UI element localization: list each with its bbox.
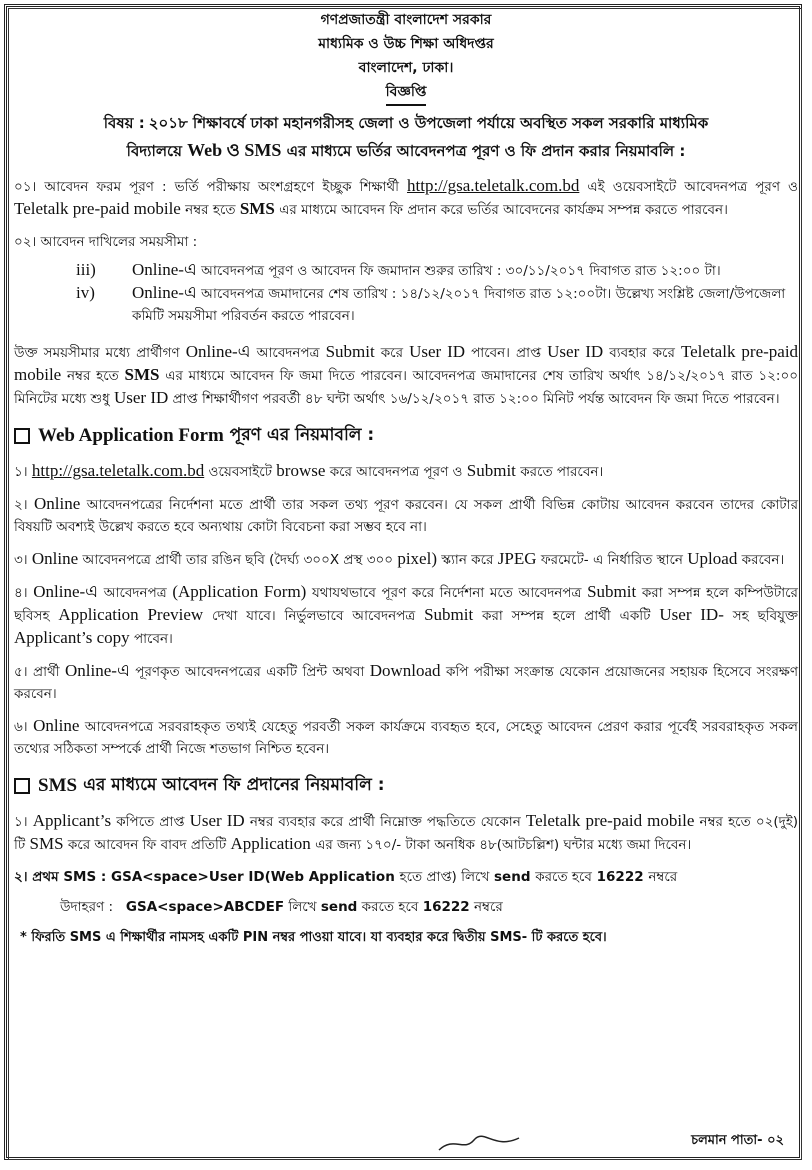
subject-web-sms: Web ও SMS — [187, 140, 282, 160]
header-directorate: মাধ্যমিক ও উচ্চ শিক্ষা অধিদপ্তর — [318, 36, 494, 52]
page-continued-label: চলমান পাতা- ০২ — [691, 1133, 784, 1148]
web-item-1: ১। http://gsa.teletalk.com.bd ওয়েবসাইটে browse করে আবেদনপত্র পূরণ ও Submit করতে পারবেন। — [14, 461, 604, 480]
web-item-2: ২। Online আবেদনপত্রের নির্দেশনা মতে প্রার্থী তার সকল তথ্য পূরণ করবেন। যে সকল প্রার্থী বিভিন্ন কোটায় আবেদন করবেন তাদের কোটার বিষয়টি অবশ্যই উল্লেখ করতে হবে অন্যথায় কোটা বিবেচনা করা সম্ভব হবে না। — [14, 494, 798, 535]
teletalk-website-link[interactable]: http://gsa.teletalk.com.bd — [407, 176, 580, 195]
section-01-form-fill: ০১। আবেদন ফরম পূরণ : ভর্তি পরীক্ষায় অংশগ্রহণে ইচ্ছুক শিক্ষার্থী http://gsa.teletalk.com.bd এই ওয়েবসাইটে আবেদনপত্র পূরণ ও Teletalk pre-paid mobile নম্বর হতে SMS এর মাধ্যমে আবেদন ফি প্রদান করে ভর্তির আবেদনের কার্যক্রম সম্পন্ন করতে পারবেন। — [14, 176, 798, 218]
notice-document — [14, 8, 798, 1158]
web-item-5: ৫। প্রার্থী Online-এ পূরণকৃত আবেদনপত্রের একটি প্রিন্ট অথবা Download কপি পরীক্ষা সংক্রান্ত যেকোন প্রয়োজনের সহায়ক হিসেবে সংরক্ষণ করবেন। — [14, 661, 799, 702]
subject-block: বিষয় : ২০১৮ শিক্ষাবর্ষে ঢাকা মহানগরীসহ জেলা ও উপজেলা পর্যায়ে অবস্থিত সকল সরকারি মাধ্যমিক বিদ্যালয়ে Web ও SMS এর মাধ্যমে ভর্তির আবেদনপত্র পূরণ ও ফি প্রদান করার নিয়মাবলি : — [103, 114, 709, 160]
example-line: উদাহরণ : GSA<space>ABCDEF লিখে send করতে হবে 16222 নম্বরে — [60, 899, 503, 915]
subject-label: বিষয় : — [103, 114, 145, 132]
deadline-item: iii) Online-এ আবেদনপত্র পূরণ ও আবেদন ফি জমাদান শুরুর তারিখ : ৩০/১১/২০১৭ দিবাগত রাত ১২:০০ টা। — [76, 260, 721, 279]
web-item-3: ৩। Online আবেদনপত্রে প্রার্থী তার রঙিন ছবি (দৈর্ঘ্য ৩০০X প্রস্থ ৩০০ pixel) স্ক্যান করে JPEG ফরমেটে- এ নির্ধারিত স্থানে Upload করবেন। — [14, 549, 785, 568]
sms-item-1: ১। Applicant’s কপিতে প্রাপ্ত User ID নম্বর ব্যবহার করে প্রার্থী নিম্নোক্ত পদ্ধতিতে যেকোন Teletalk pre-paid mobile নম্বর হতে ০২(দুই) টি SMS করে আবেদন ফি বাবদ প্রতিটি Application এর জন্য ১৭০/- টাকা অনধিক ৪৮(আটচল্লিশ) ঘন্টার মধ্যে জমা দিবেন। — [14, 811, 799, 853]
web-application-heading: Web Application Form পূরণ এর নিয়মাবলি : — [14, 422, 798, 450]
teletalk-website-link[interactable]: http://gsa.teletalk.com.bd — [31, 461, 205, 480]
checkbox-bullet-icon — [14, 428, 30, 444]
deadline-item: iv) Online-এ আবেদনপত্র জমাদানের শেষ তারিখ : ১৪/১২/২০১৭ দিবাগত রাত ১২:০০টা। উল্লেখ্য সংশ্লিষ্ট জেলা/উপজেলা কমিটি সময়সীমা পরিবর্তন করতে পারবেন। — [76, 283, 786, 324]
notice-title: বিজ্ঞপ্তি — [386, 80, 427, 106]
footnote: * ফিরতি SMS এ শিক্ষার্থীর নামসহ একটি PIN নম্বর পাওয়া যাবে। যা ব্যবহার করে দ্বিতীয় SMS- টি করতে হবে। — [20, 930, 607, 945]
web-item-4: ৪। Online-এ আবেদনপত্র (Application Form) যথাযথভাবে পূরণ করে নির্দেশনা মতে আবেদনপত্র Submit করা সম্পন্ন হলে কম্পিউটারে ছবিসহ Application Preview দেখা যাবে। নির্ভুলভাবে আবেদনপত্র Submit করা সম্পন্ন হলে প্রার্থী একটি User ID- সহ ছবিযুক্ত Applicant’s copy পাবেন। — [14, 582, 799, 647]
checkbox-bullet-icon — [14, 778, 30, 794]
section-02-deadline — [14, 231, 798, 253]
sms-item-2: ২। প্রথম SMS : GSA<space>User ID(Web Application হতে প্রাপ্ত) লিখে send করতে হবে 16222 নম্বরে — [14, 869, 678, 885]
subject-line-1: ২০১৮ শিক্ষাবর্ষে ঢাকা মহানগরীসহ জেলা ও উপজেলা পর্যায়ে অবস্থিত সকল সরকারি মাধ্যমিক — [148, 114, 709, 132]
signature-mark — [434, 1132, 524, 1154]
section-userid-paragraph: উক্ত সময়সীমার মধ্যে প্রার্থীগণ Online-এ আবেদনপত্র Submit করে User ID পাবেন। প্রাপ্ত User ID ব্যবহার করে Teletalk pre-paid mobile নম্বর হতে SMS এর মাধ্যমে আবেদন ফি জমা দিতে পারবেন। আবেদনপত্র জমাদানের শেষ তারিখ অর্থাৎ ১৪/১২/২০১৭ রাত ১২:০০ মিনিটের মধ্যে শুধু User ID প্রাপ্ত শিক্ষার্থীগণ পরবর্তী ৪৮ ঘন্টা অর্থাৎ ১৬/১২/২০১৭ রাত ১২:০০ মিনিট পর্যন্ত আবেদন ফি জমা দিতে পারবেন। — [14, 342, 799, 407]
header-location: বাংলাদেশ, ঢাকা। — [358, 60, 454, 76]
deadline-title: ০২। আবেদন দাখিলের সময়সীমা : — [14, 234, 198, 250]
header-government: গণপ্রজাতন্ত্রী বাংলাদেশ সরকার — [320, 12, 492, 28]
sms-heading: SMS এর মাধ্যমে আবেদন ফি প্রদানের নিয়মাবলি : — [14, 772, 798, 800]
document-header — [14, 8, 798, 106]
web-item-6: ৬। Online আবেদনপত্রে সরবরাহকৃত তথ্যই যেহেতু পরবর্তী সকল কার্যক্রমে ব্যবহৃত হবে, সেহেতু আবেদন প্রেরণ করার পূর্বেই সরবরাহকৃত সকল তথ্যের সঠিকতা সম্পর্কে প্রার্থী নিজে শতভাগ নিশ্চিত হবেন। — [14, 716, 798, 757]
